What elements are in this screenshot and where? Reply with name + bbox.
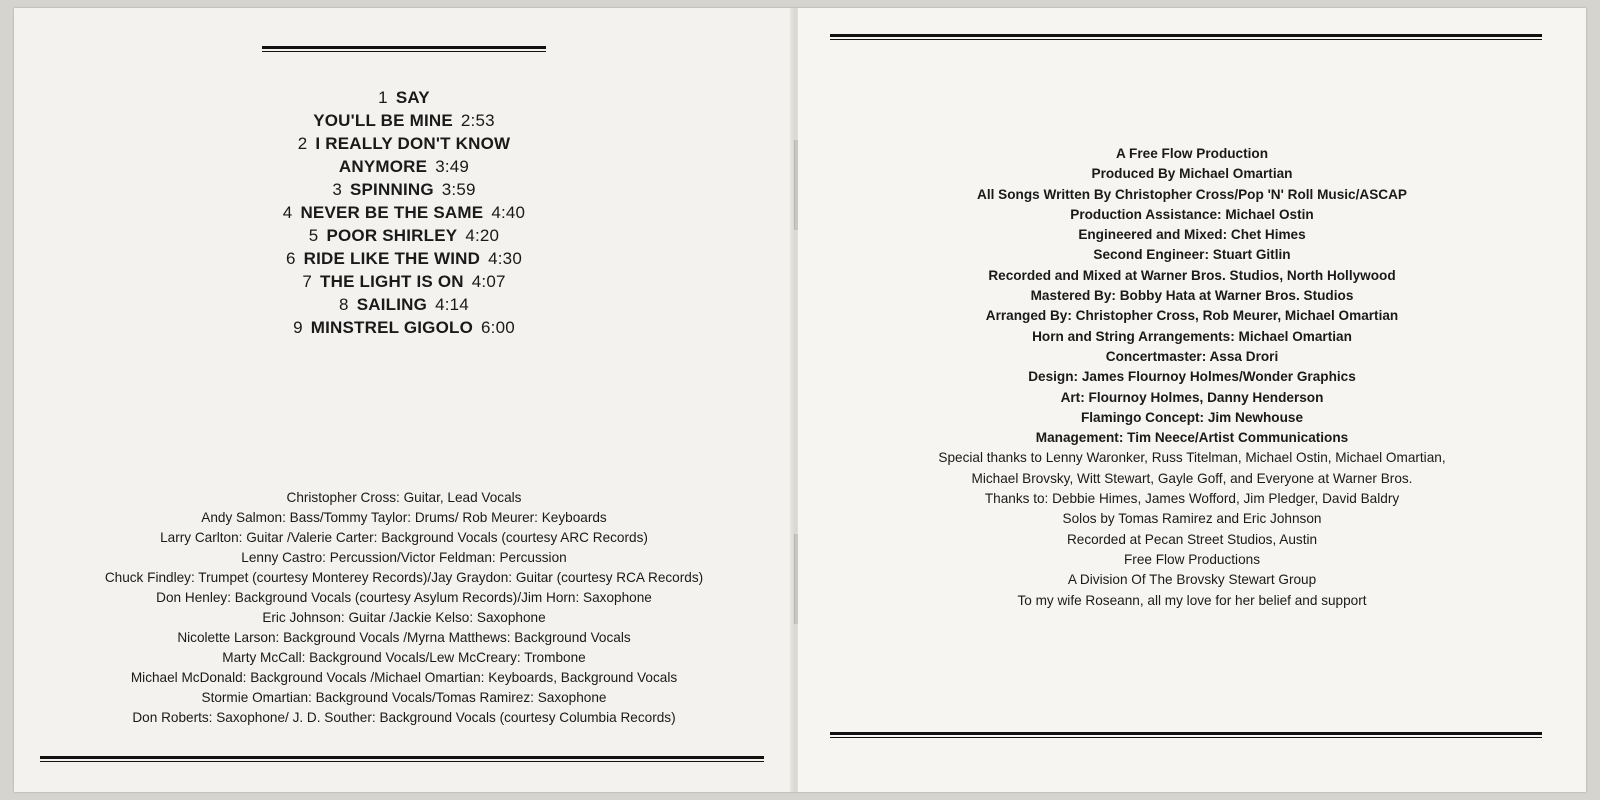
- production-credit-line: Art: Flournoy Holmes, Danny Henderson: [1060, 389, 1324, 405]
- track-row: [14, 178, 794, 201]
- musician-credit-line: Marty McCall: Background Vocals/Lew McCreary: Trombone: [222, 650, 586, 665]
- track-duration: 4:20: [465, 226, 500, 245]
- top-rule-right: [830, 34, 1542, 40]
- top-rule-left: [262, 46, 546, 52]
- track-title: MINSTREL GIGOLO: [310, 318, 474, 337]
- production-credit-line: Management: Tim Neece/Artist Communications: [1035, 430, 1349, 446]
- production-credit-line: To my wife Roseann, all my love for her belief and support: [1017, 592, 1367, 608]
- track-title: THE LIGHT IS ON: [320, 272, 464, 291]
- track-title: POOR SHIRLEY: [326, 226, 458, 245]
- production-credit-line: Produced By Michael Omartian: [1091, 166, 1293, 182]
- production-credit-line: Thanks to: Debbie Himes, James Wofford, Jim Pledger, David Baldry: [984, 491, 1400, 507]
- track-row: [14, 86, 794, 109]
- track-number: 4: [282, 203, 293, 222]
- track-title: SAY: [395, 88, 430, 107]
- production-credit-line: Arranged By: Christopher Cross, Rob Meurer, Michael Omartian: [985, 308, 1399, 324]
- musician-credit-line: Don Henley: Background Vocals (courtesy Asylum Records)/Jim Horn: Saxophone: [156, 590, 652, 605]
- production-credit-line: Recorded at Pecan Street Studios, Austin: [1066, 531, 1318, 547]
- track-duration: 3:49: [435, 157, 470, 176]
- musician-credit-line: Lenny Castro: Percussion/Victor Feldman: Percussion: [241, 550, 567, 565]
- track-duration: 4:14: [435, 295, 469, 314]
- track-duration: 6:00: [481, 318, 515, 337]
- production-credit-line: Flamingo Concept: Jim Newhouse: [1080, 409, 1304, 425]
- track-number: 1: [378, 88, 388, 107]
- track-duration: 2:53: [460, 111, 495, 130]
- production-credit-line: Production Assistance: Michael Ostin: [1070, 206, 1314, 222]
- track-number: 9: [293, 318, 303, 337]
- musician-credit-line: Stormie Omartian: Background Vocals/Tomas Ramirez: Saxophone: [201, 690, 607, 705]
- track-number: 8: [339, 295, 349, 314]
- track-title: YOU'LL BE MINE: [313, 111, 453, 130]
- left-page: [14, 8, 794, 792]
- production-credit-line: A Free Flow Production: [1115, 146, 1269, 161]
- track-row: [14, 316, 794, 339]
- track-title: I REALLY DON'T KNOW: [315, 134, 511, 153]
- musician-credit-line: Christopher Cross: Guitar, Lead Vocals: [286, 490, 522, 505]
- right-page: [798, 8, 1586, 792]
- production-credit-line: Free Flow Productions: [1124, 551, 1260, 567]
- track-row: [14, 109, 794, 132]
- track-row: [14, 201, 794, 224]
- track-number: 3: [332, 180, 342, 199]
- track-number: 5: [308, 226, 319, 245]
- musician-credit-line: Larry Carlton: Guitar /Valerie Carter: Background Vocals (courtesy ARC Records): [160, 530, 648, 545]
- bottom-rule-left: [40, 756, 764, 762]
- track-row: [14, 247, 794, 270]
- musician-credit-line: Michael McDonald: Background Vocals /Michael Omartian: Keyboards, Background Vocals: [130, 670, 678, 685]
- production-credit-line: Michael Brovsky, Witt Stewart, Gayle Goff, and Everyone at Warner Bros.: [971, 470, 1413, 486]
- booklet-spread: [14, 8, 1586, 792]
- track-row: [14, 270, 794, 293]
- track-title: SAILING: [356, 295, 428, 314]
- production-credits: [798, 144, 1586, 611]
- track-number: 6: [286, 249, 296, 268]
- production-credit-line: Solos by Tomas Ramirez and Eric Johnson: [1062, 511, 1322, 527]
- bottom-rule-right: [830, 732, 1542, 738]
- track-row: [14, 132, 794, 155]
- production-credit-line: Horn and String Arrangements: Michael Omartian: [1032, 328, 1352, 344]
- track-duration: 4:40: [491, 203, 526, 222]
- musician-credit-line: Chuck Findley: Trumpet (courtesy Monterey Records)/Jay Graydon: Guitar (courtesy RCA Records): [104, 570, 704, 585]
- production-credit-line: Recorded and Mixed at Warner Bros. Studios, North Hollywood: [988, 267, 1396, 283]
- track-title: ANYMORE: [338, 157, 428, 176]
- production-credit-line: Second Engineer: Stuart Gitlin: [1093, 247, 1291, 263]
- track-number: 7: [302, 272, 313, 291]
- tracklist: [14, 86, 794, 339]
- production-credit-line: Engineered and Mixed: Chet Himes: [1078, 227, 1306, 243]
- track-duration: 4:07: [471, 272, 506, 291]
- musician-credits: [14, 488, 794, 728]
- track-number: 2: [297, 134, 308, 153]
- track-duration: 3:59: [441, 180, 476, 199]
- musician-credit-line: Andy Salmon: Bass/Tommy Taylor: Drums/ Rob Meurer: Keyboards: [201, 510, 607, 525]
- track-title: RIDE LIKE THE WIND: [303, 249, 481, 268]
- track-title: NEVER BE THE SAME: [300, 203, 484, 222]
- track-row: [14, 155, 794, 178]
- production-credit-line: Design: James Flournoy Holmes/Wonder Graphics: [1028, 369, 1356, 385]
- production-credit-line: Special thanks to Lenny Waronker, Russ Titelman, Michael Ostin, Michael Omartian,: [938, 450, 1446, 466]
- track-title: SPINNING: [349, 180, 434, 199]
- production-credit-line: Mastered By: Bobby Hata at Warner Bros. Studios: [1030, 288, 1354, 304]
- track-row: [14, 224, 794, 247]
- production-credit-line: A Division Of The Brovsky Stewart Group: [1067, 572, 1317, 588]
- musician-credit-line: Don Roberts: Saxophone/ J. D. Souther: Background Vocals (courtesy Columbia Records): [132, 710, 676, 725]
- musician-credit-line: Nicolette Larson: Background Vocals /Myrna Matthews: Background Vocals: [177, 630, 631, 645]
- production-credit-line: All Songs Written By Christopher Cross/Pop 'N' Roll Music/ASCAP: [977, 186, 1407, 202]
- production-credit-line: Concertmaster: Assa Drori: [1105, 348, 1279, 364]
- track-duration: 4:30: [488, 249, 522, 268]
- track-row: [14, 293, 794, 316]
- musician-credit-line: Eric Johnson: Guitar /Jackie Kelso: Saxophone: [262, 610, 546, 625]
